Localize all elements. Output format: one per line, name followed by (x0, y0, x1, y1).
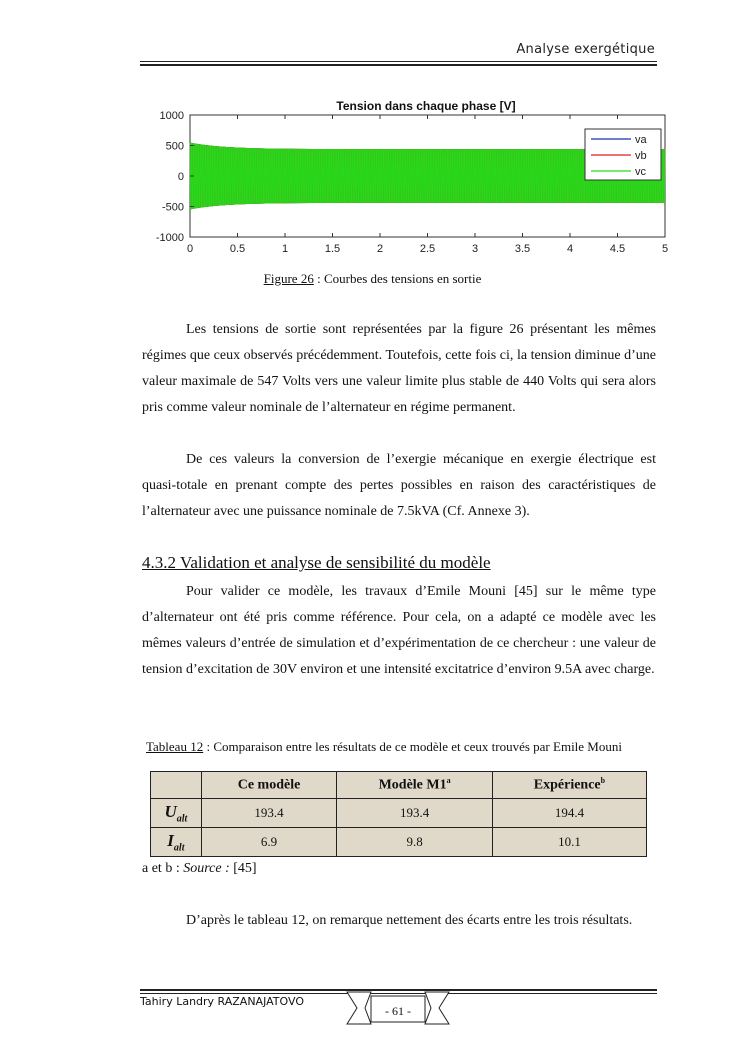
page-number: - 61 - (385, 1004, 411, 1018)
paragraph-1-text: Les tensions de sortie sont représentées par la figure 26 présentant les mêmes régimes que ceux observés précédemment. Toutefois, cette fois ci, la tension diminue d’une valeur maximale de 547 Volts vers une valeur limite plus stable de 440 Volts qui sera alors pris comme valeur nominale de l’alternateur en régime permanent. (142, 322, 656, 415)
header-rule (140, 61, 657, 62)
x-tick-label: 1.5 (324, 243, 341, 255)
header-rule-thick (140, 64, 657, 66)
section-heading: 4.3.2 Validation et analyse de sensibilité du modèle (142, 553, 491, 572)
table-cell: 6.9 (201, 828, 336, 857)
table-row (151, 799, 647, 828)
table-cell: 193.4 (337, 799, 493, 828)
table-cell: 9.8 (337, 828, 493, 857)
table-note: a et b : Source : [45] (142, 861, 257, 876)
paragraph-4 (142, 908, 656, 934)
x-tick-label: 0 (186, 243, 194, 255)
footer-author: Tahiry Landry RAZANAJATOVO (140, 995, 304, 1008)
figure-caption-ref: Figure 26 (263, 271, 314, 286)
table-header-row (151, 772, 647, 799)
table-cell: 194.4 (492, 799, 646, 828)
legend-label-va: va (635, 134, 647, 146)
y-tick-label: 500 (165, 140, 184, 153)
y-tick-label: 0 (177, 171, 184, 183)
chart-legend (585, 129, 661, 180)
table-caption-text: : Comparaison entre les résultats de ce modèle et ceux trouvés par Emile Mouni (203, 739, 622, 754)
x-tick-label: 3.5 (514, 243, 531, 255)
x-tick-label: 3 (471, 243, 479, 255)
paragraph-3-text: Pour valider ce modèle, les travaux d’Emile Mouni [45] sur le même type d’alternateur ont été pris comme référence. Pour cela, on a adapté ce modèle avec les mêmes valeurs d’entrée de simulation et d’expérimentation de ce chercheur : une valeur de tension d’excitation de 30V environ et une intensité excitatrice d’environ 9.5A avec charge. (142, 584, 656, 677)
x-tick-label: 0.5 (229, 243, 246, 255)
paragraph-2 (142, 447, 656, 525)
comparison-table (150, 771, 647, 857)
paragraph-1 (142, 317, 656, 421)
chart-title: Tension dans chaque phase [V] (336, 99, 516, 113)
x-tick-label: 2.5 (419, 243, 436, 255)
x-tick-label: 5 (661, 243, 669, 255)
x-tick-label: 4 (566, 243, 574, 255)
column-header: Expérience$^b$ (492, 772, 646, 799)
row-label: $U_{alt}$ (151, 799, 202, 828)
x-tick-label: 2 (376, 243, 384, 255)
running-header: Analyse exergétique (516, 42, 655, 57)
figure-caption (0, 271, 745, 287)
table-caption (146, 739, 622, 755)
table-row (151, 828, 647, 857)
column-header: Modèle M1$^a$ (337, 772, 493, 799)
x-tick-label: 4.5 (609, 243, 626, 255)
x-tick-label: 1 (281, 243, 289, 255)
paragraph-3 (142, 579, 656, 683)
legend-label-vb: vb (635, 150, 647, 162)
y-tick-label: -500 (161, 201, 184, 214)
row-label: $I_{alt}$ (151, 828, 202, 857)
y-tick-label: -1000 (155, 232, 184, 244)
legend-label-vc: vc (635, 166, 646, 178)
paragraph-2-text: De ces valeurs la conversion de l’exergie mécanique en exergie électrique est quasi-totale en prenant compte des pertes possibles en raison des caractéristiques de l’alternateur avec une puissance nominale de 7.5kVA (Cf. Annexe 3). (142, 452, 656, 519)
table-cell: 10.1 (492, 828, 646, 857)
column-header: Ce modèle (201, 772, 336, 799)
paragraph-4-text: D’après le tableau 12, on remarque nettement des écarts entre les trois résultats. (186, 913, 633, 928)
voltage-chart (145, 92, 675, 262)
table-cell: 193.4 (201, 799, 336, 828)
table-caption-ref: Tableau 12 (146, 739, 204, 754)
y-tick-label: 1000 (159, 110, 184, 122)
figure-caption-text: : Courbes des tensions en sortie (313, 271, 482, 286)
table-corner-cell (151, 772, 202, 799)
